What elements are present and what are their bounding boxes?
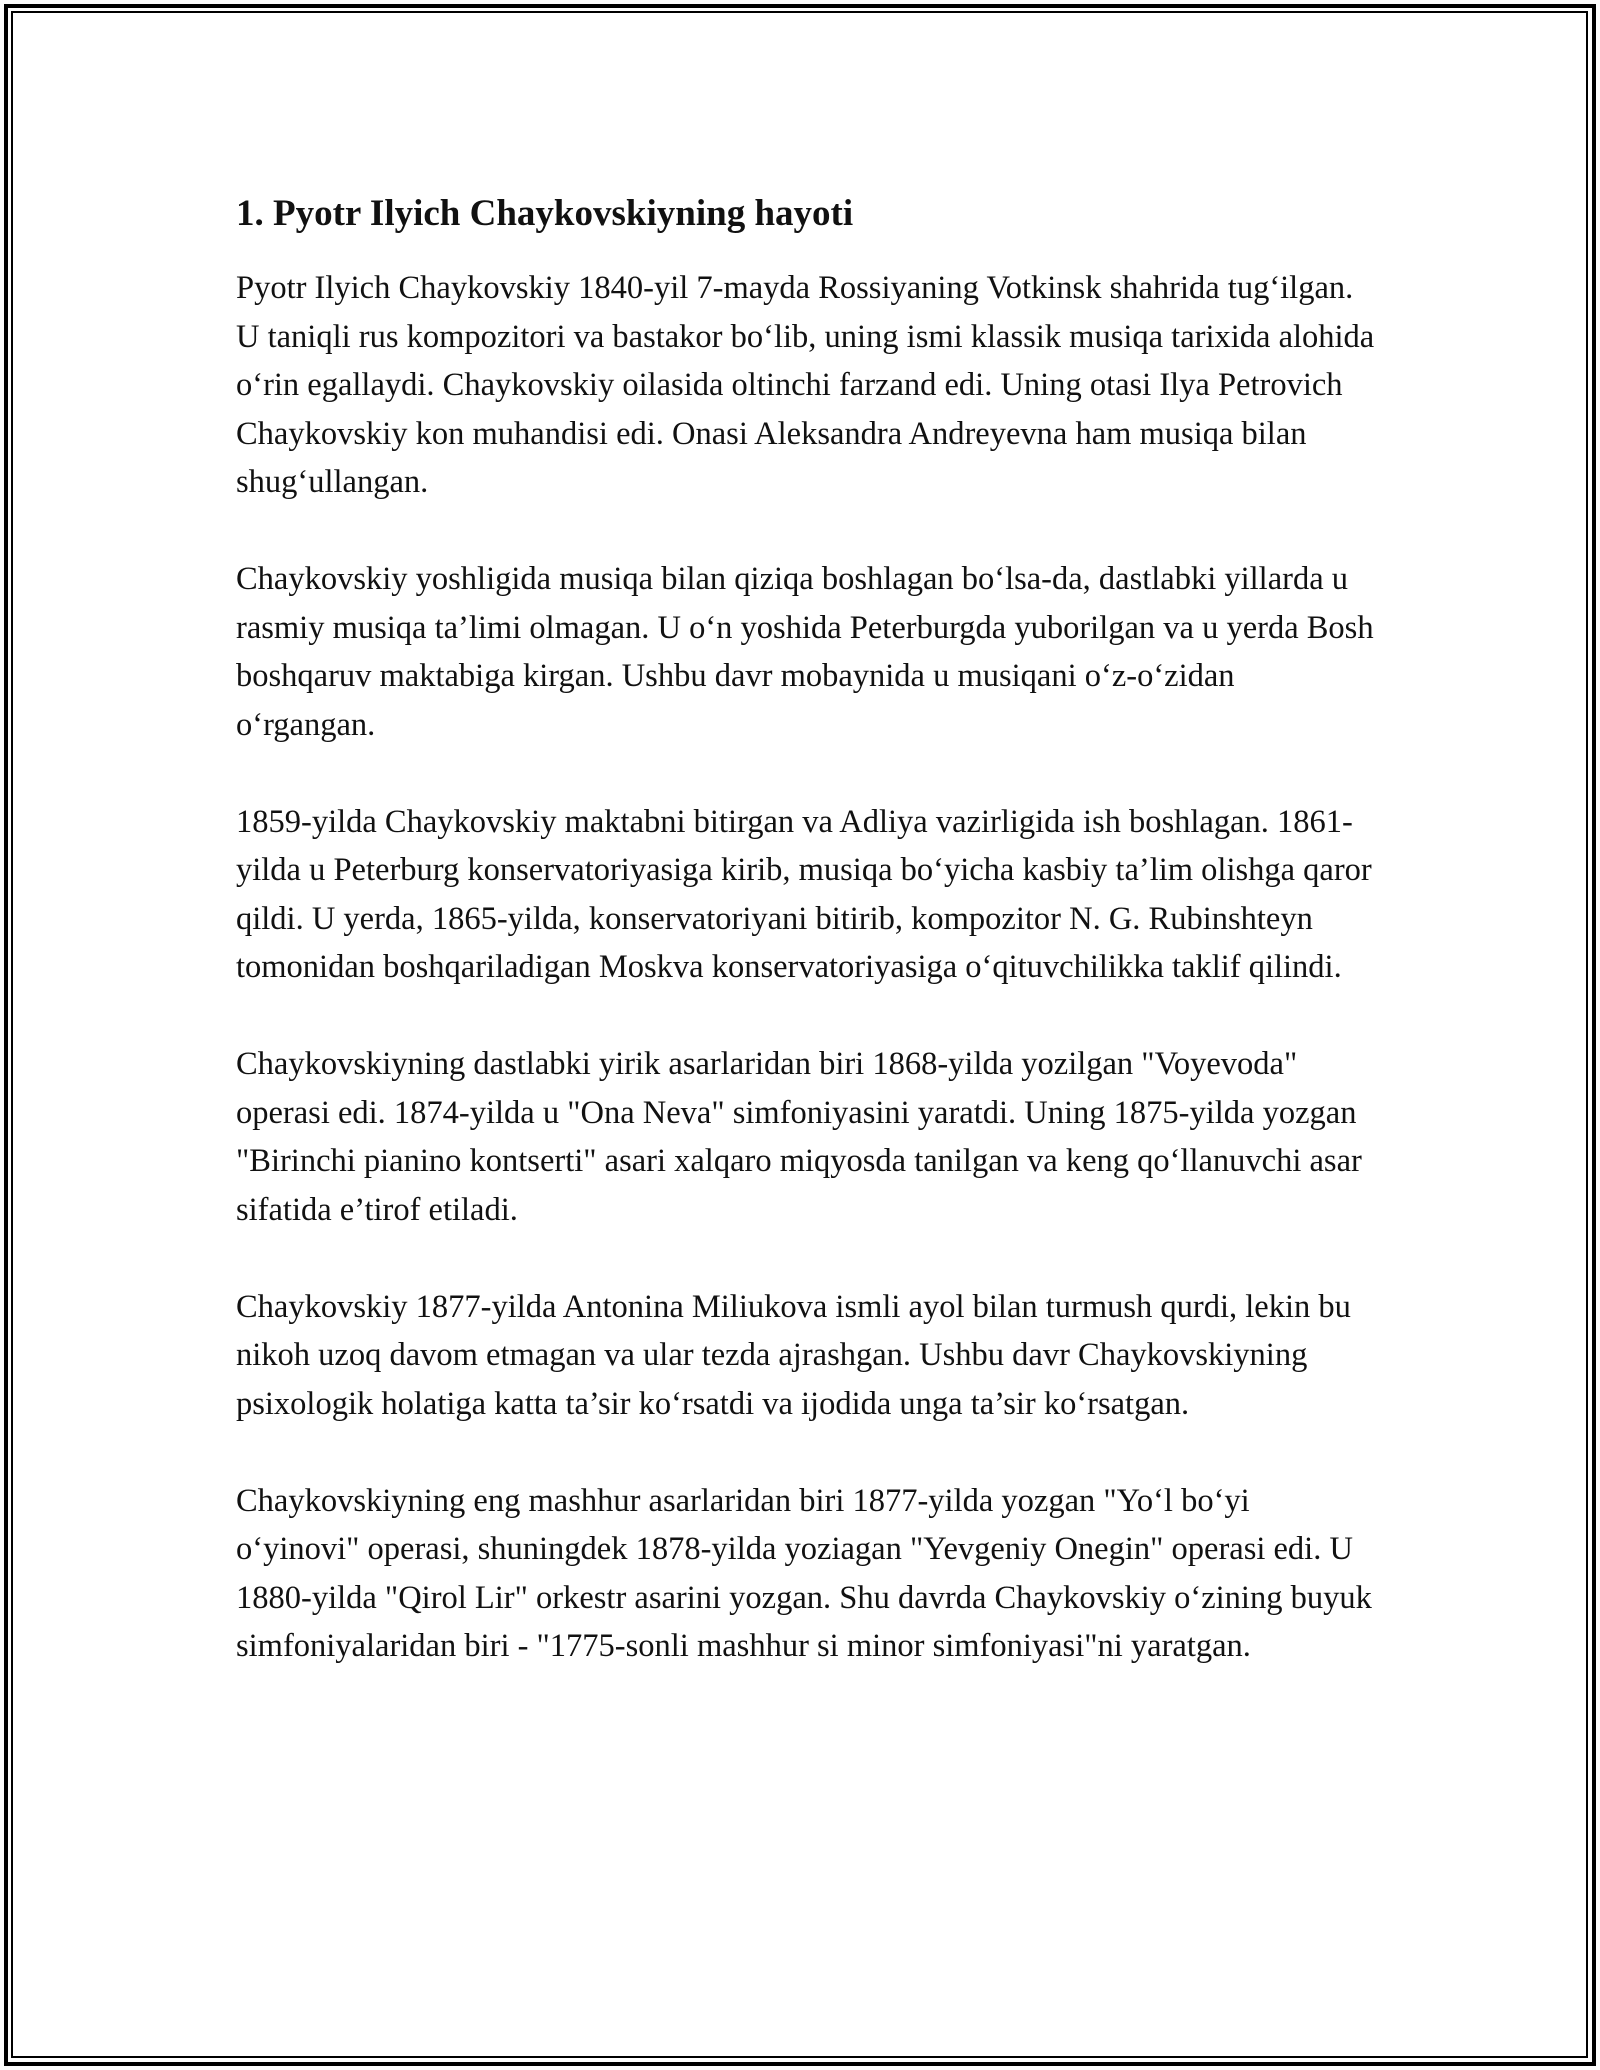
paragraph-birth: Pyotr Ilyich Chaykovskiy 1840-yil 7-mayda Rossiyaning Votkinsk shahrida tug‘ilgan. U taniqli rus kompozitori va bastakor bo‘lib, uning ismi klassik musiqa tarixida alohida o‘rin egallaydi. Chaykovskiy oilasida oltinchi farzand edi. Uning otasi Ilya Petrovich Chaykovskiy kon muhandisi edi. Onasi Aleksandra Andreyevna ham musiqa bilan shug‘ullangan. <box>236 270 1375 500</box>
paragraph-famous-works: Chaykovskiyning eng mashhur asarlaridan biri 1877-yilda yozgan "Yo‘l bo‘yi o‘yinovi" operasi, shuningdek 1878-yilda yoziagan "Yevgeniy Onegin" operasi edi. U 1880-yilda "Qirol Lir" orkestr asarini yozgan. Shu davrda Chaykovskiy o‘zining buyuk simfoniyalaridan biri - "1775-sonli mashhur si minor simfoniyasi"ni yaratgan. <box>236 1482 1372 1664</box>
paragraph-education: 1859-yilda Chaykovskiy maktabni bitirgan va Adliya vazirligida ish boshlagan. 1861-yilda u Peterburg konservatoriyasiga kirib, musiqa bo‘yicha kasbiy ta’lim olishga qaror qildi. U yerda, 1865-yilda, konservatoriyani bitirib, kompozitor N. G. Rubinshteyn tomonidan boshqariladigan Moskva konservatoriyasiga o‘qituvchilikka taklif qilindi. <box>236 803 1372 985</box>
paragraph-early-works: Chaykovskiyning dastlabki yirik asarlaridan biri 1868-yilda yozilgan "Voyevoda" operasi edi. 1874-yilda u "Ona Neva" simfoniyasini yaratdi. Uning 1875-yilda yozgan "Birinchi pianino kontserti" asari xalqaro miqyosda tanilgan va keng qo‘llanuvchi asar sifatida e’tirof etiladi. <box>236 1046 1362 1228</box>
document-body <box>236 184 1376 1671</box>
paragraph-marriage: Chaykovskiy 1877-yilda Antonina Miliukova ismli ayol bilan turmush qurdi, lekin bu nikoh uzoq davom etmagan va ular tezda ajrashgan. Ushbu davr Chaykovskiyning psixologik holatiga katta ta’sir ko‘rsatdi va ijodida unga ta’sir ko‘rsatgan. <box>236 1288 1351 1422</box>
paragraph-youth: Chaykovskiy yoshligida musiqa bilan qiziqa boshlagan bo‘lsa-da, dastlabki yillarda u rasmiy musiqa ta’limi olmagan. U o‘n yoshida Peterburgda yuborilgan va u yerda Bosh boshqaruv maktabiga kirgan. Ushbu davr mobaynida u musiqani o‘z-o‘zidan o‘rgangan. <box>236 561 1374 743</box>
document-title: 1. Pyotr Ilyich Chaykovskiyning hayoti <box>236 193 854 234</box>
